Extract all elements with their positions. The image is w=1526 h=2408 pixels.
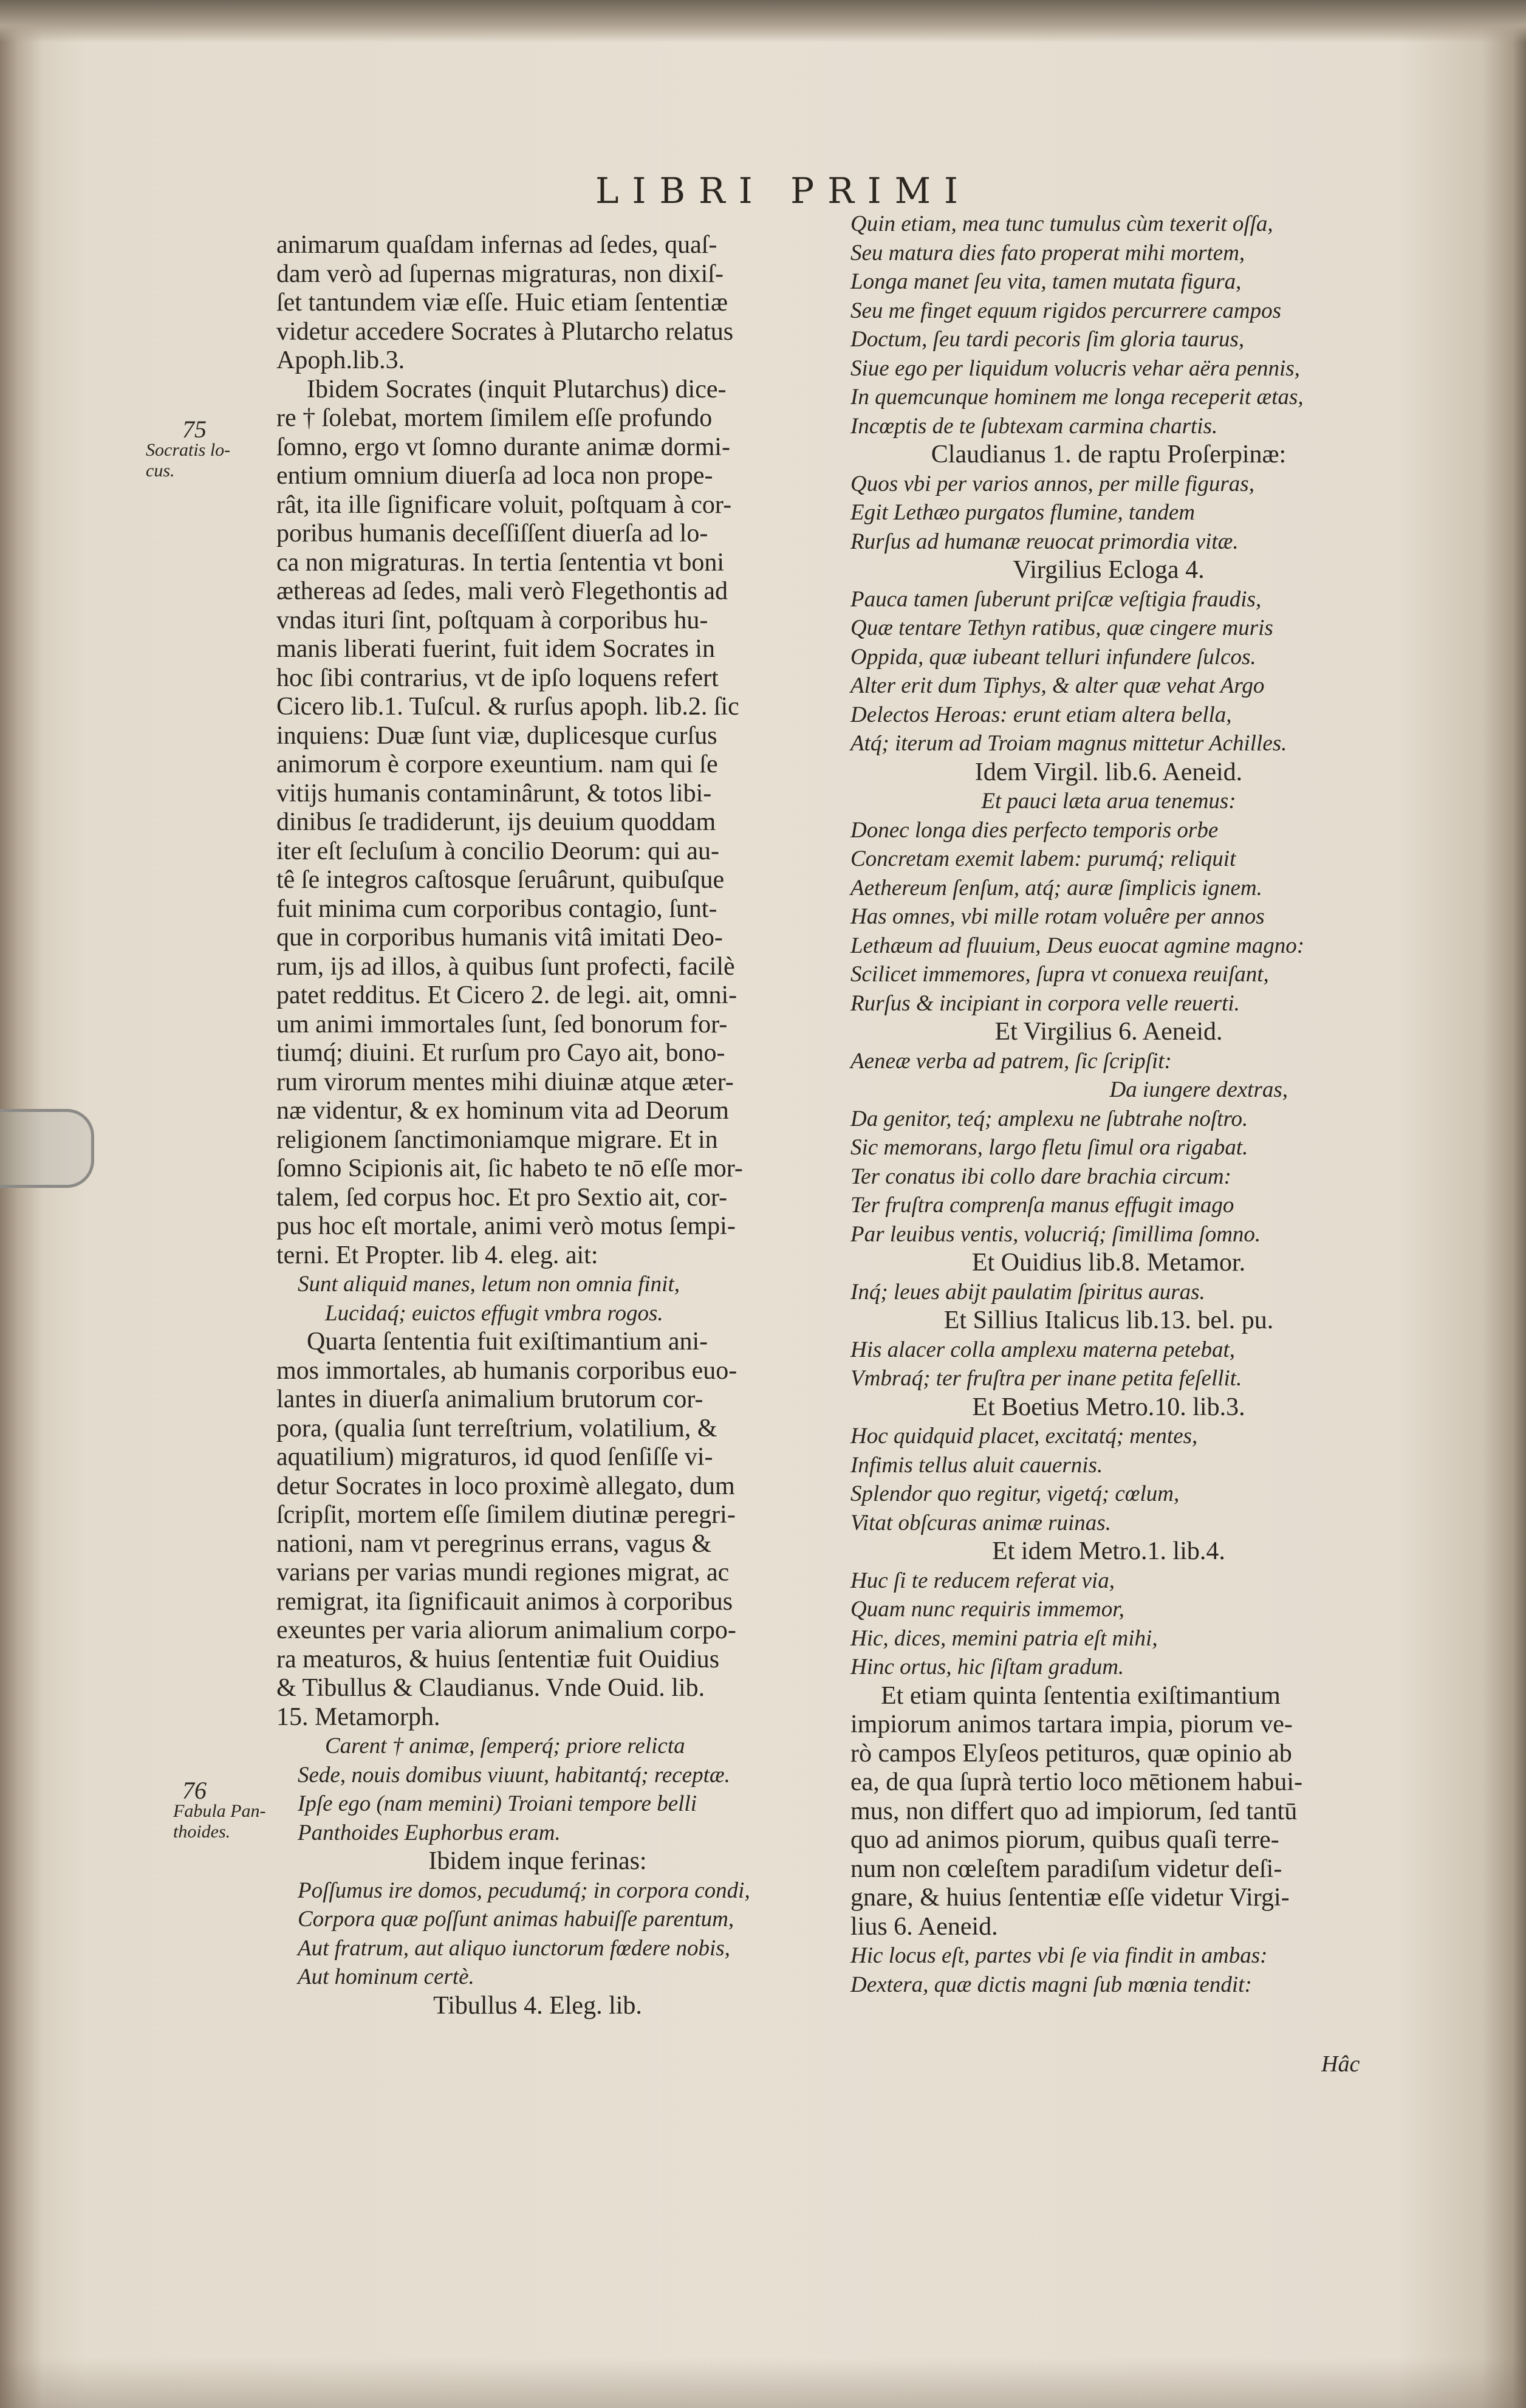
- text-line: Apoph.lib.3.: [276, 346, 405, 374]
- text-line: Quam nunc requiris immemor,: [850, 1597, 1124, 1622]
- text-line: patet redditus. Et Cicero 2. de legi. ait, omni-: [276, 981, 737, 1009]
- text-line: Da iungere dextras,: [1109, 1077, 1288, 1102]
- text-line: Hic, dices, memini patria eſt mihi,: [850, 1625, 1158, 1651]
- text-line: religionem ſanctimoniamque migrare. Et in: [276, 1125, 718, 1154]
- text-line: aquatilium) migraturos, id quod ſenſiſſe vi-: [276, 1443, 713, 1471]
- text-line: Poſſumus ire domos, pecudumq́; in corpora condi,: [298, 1878, 750, 1903]
- text-line: Da genitor, teq́; amplexu ne ſubtrahe noſtro.: [850, 1106, 1248, 1131]
- page-bottom-edge: [0, 2358, 1526, 2408]
- text-line: Ibidem inque ferinas:: [428, 1847, 647, 1875]
- text-line: Ter conatus ibi collo dare brachia circum:: [850, 1164, 1231, 1189]
- text-line: vitijs humanis contaminârunt, & totos libi-: [276, 779, 712, 808]
- text-line: Aut fratrum, aut aliquo iunctorum fœdere nobis,: [298, 1935, 730, 1961]
- text-line: animarum quaſdam infernas ad ſedes, quaſ-: [276, 231, 717, 259]
- text-line: Oppida, quæ iubeant telluri infundere ſulcos.: [850, 644, 1256, 670]
- margin-note-label: cus.: [146, 461, 175, 481]
- text-line: gnare, & huius ſententiæ eſſe videtur Virgi-: [850, 1884, 1290, 1912]
- text-line: Quæ tentare Tethyn ratibus, quæ cingere muris: [850, 616, 1273, 640]
- text-line: ea, de qua ſuprà tertio loco mētionem habui-: [850, 1768, 1303, 1796]
- text-line: Lucidaq́; euictos effugit vmbra rogos.: [325, 1300, 663, 1326]
- text-line: Sunt aliquid manes, letum non omnia finit,: [298, 1272, 680, 1297]
- text-line: ra meaturos, & huius ſententiæ fuit Ouidius: [276, 1645, 720, 1673]
- text-line: lantes in diuerſa animalium brutorum cor-: [276, 1385, 703, 1413]
- text-line: Huc ſi te reducem referat via,: [850, 1568, 1115, 1593]
- text-line: poribus humanis deceſſiſſent diuerſa ad lo-: [276, 520, 708, 547]
- text-line: lius 6. Aeneid.: [850, 1912, 998, 1941]
- text-line: num non cœleſtem paradiſum videtur deſi-: [850, 1854, 1282, 1883]
- text-line: hoc ſibi contrarius, vt de ipſo loquens refert: [276, 664, 719, 692]
- text-line: Doctum, ſeu tardi pecoris ſim gloria taurus,: [850, 327, 1245, 352]
- text-line: animorum è corpore exeuntium. nam qui ſe: [276, 750, 718, 778]
- text-line: His alacer colla amplexu materna petebat,: [850, 1337, 1235, 1362]
- text-line: iter eſt ſecluſum à concilio Deorum: qui au-: [276, 837, 719, 865]
- text-line: æthereas ad ſedes, mali verò Flegethontis ad: [276, 577, 728, 605]
- text-line: mos immortales, ab humanis corporibus euo-: [276, 1356, 737, 1385]
- text-line: Rurſus & incipiant in corpora velle reuerti.: [850, 990, 1240, 1016]
- text-line: tiumq́; diuini. Et rurſum pro Cayo ait, bono-: [276, 1039, 725, 1067]
- text-line: Pauca tamen ſuberunt priſcæ veſtigia fraudis,: [850, 586, 1262, 612]
- margin-note-number: 75: [182, 416, 207, 443]
- text-line: varians per varias mundi regiones migrat, ac: [276, 1559, 730, 1586]
- text-line: Par leuibus ventis, volucriq́; ſimillima ſomno.: [850, 1221, 1261, 1247]
- paper-clip: [0, 1109, 94, 1188]
- text-line: Sic memorans, largo fletu ſimul ora rigabat.: [850, 1135, 1248, 1160]
- text-line: Longa manet ſeu vita, tamen mutata figura,: [850, 269, 1242, 294]
- text-line: manis liberati fuerint, fuit idem Socrates in: [276, 635, 715, 663]
- text-line: Infimis tellus aluit cauernis.: [850, 1452, 1103, 1478]
- text-line: Dextera, quæ dictis magni ſub mœnia tendit:: [850, 1972, 1252, 1997]
- text-line: Vmbraq́; ter fruſtra per inane petita feſellit.: [850, 1366, 1242, 1391]
- margin-note-label: Socratis lo-: [146, 440, 231, 460]
- text-line: entium omnium diuerſa ad loca non prope-: [276, 462, 713, 490]
- text-line: Ibidem Socrates (inquit Plutarchus) dice-: [307, 375, 727, 403]
- text-line: Claudianus 1. de raptu Proſerpinæ:: [931, 441, 1287, 468]
- text-line: Hoc quidquid placet, excitatq́; mentes,: [850, 1424, 1198, 1449]
- margin-note-75: [146, 416, 231, 481]
- text-line: ſet tantundem viæ eſſe. Huic etiam ſententiæ: [276, 289, 728, 317]
- text-line: Et Boetius Metro.10. lib.3.: [972, 1393, 1245, 1421]
- text-line: Delectos Heroas: erunt etiam altera bella,: [850, 702, 1232, 727]
- text-line: Corpora quæ poſſunt animas habuiſſe parentum,: [298, 1907, 734, 1932]
- text-line: pora, (qualia ſunt terreſtrium, volatilium, &: [276, 1414, 717, 1442]
- text-line: quo ad animos piorum, quibus quaſi terre-: [850, 1826, 1279, 1854]
- text-line: ſcripſit, mortem eſſe ſimilem diutinæ peregri-: [276, 1501, 736, 1529]
- text-line: Seu matura dies fato properat mihi mortem,: [850, 240, 1245, 266]
- text-line: ſomno, ergo vt ſomno durante animæ dormi-: [276, 433, 730, 461]
- text-line: næ videntur, & ex hominum vita ad Deorum: [276, 1097, 729, 1125]
- margin-note-label: Fabula Pan-: [173, 1801, 266, 1821]
- text-line: remigrat, ita ſignificauit animos à corporibus: [276, 1587, 733, 1616]
- margin-note-label: thoides.: [173, 1822, 231, 1842]
- text-line: rum virorum mentes mihi diuinæ atque æter-: [276, 1068, 734, 1096]
- text-line: Aut hominum certè.: [298, 1964, 474, 1989]
- text-line: 15. Metamorph.: [276, 1703, 440, 1731]
- text-line: exeuntes per varia aliorum animalium corpo-: [276, 1616, 736, 1644]
- text-line: Concretam exemit labem: purumq́; reliquit: [850, 846, 1236, 871]
- text-line: vndas ituri ſint, poſtquam à corporibus hu-: [276, 606, 708, 634]
- text-line: rum, ijs ad illos, à quibus ſunt profecti, facilè: [276, 952, 735, 981]
- text-line: Quin etiam, mea tunc tumulus cùm texerit oſſa,: [850, 211, 1273, 236]
- right-text-column: [850, 210, 1367, 1999]
- text-line: ca non migraturas. In tertia ſententia vt boni: [276, 548, 725, 577]
- text-line: re † ſolebat, mortem ſimilem eſſe profundo: [276, 404, 713, 432]
- text-line: Seu me finget equum rigidos percurrere campos: [850, 298, 1282, 323]
- text-line: dam verò ad ſupernas migraturas, non dixiſ-: [276, 259, 724, 288]
- text-line: Et idem Metro.1. lib.4.: [992, 1537, 1225, 1565]
- text-line: Aeneæ verba ad patrem, ſic ſcripſit:: [850, 1048, 1172, 1074]
- text-line: Idem Virgil. lib.6. Aeneid.: [974, 758, 1243, 786]
- text-line: Alter erit dum Tiphys, & alter quæ vehat Argo: [850, 673, 1265, 698]
- text-line: rât, ita ille ſignificare voluit, poſtquam à cor-: [276, 490, 732, 519]
- margin-note-number: 76: [182, 1777, 207, 1804]
- text-line: detur Socrates in loco proximè allegato, dum: [276, 1472, 735, 1500]
- text-line: pus hoc eſt mortale, animi verò motus ſempi-: [276, 1212, 736, 1240]
- text-line: talem, ſed corpus hoc. Et pro Sextio ait, cor-: [276, 1183, 728, 1212]
- text-line: Inq́; leues abijt paulatim ſpiritus auras.: [850, 1279, 1205, 1305]
- text-line: Tibullus 4. Eleg. lib.: [433, 1991, 642, 2020]
- text-line: nationi, nam vt peregrinus errans, vagus &: [276, 1529, 712, 1558]
- text-line: Et Ouidius lib.8. Metamor.: [971, 1249, 1246, 1277]
- text-line: Et etiam quinta ſententia exiſtimantium: [881, 1681, 1281, 1710]
- text-line: Virgilius Ecloga 4.: [1013, 556, 1205, 584]
- text-line: Scilicet immemores, ſupra vt conuexa reuiſant,: [850, 962, 1269, 987]
- text-line: Et Virgilius 6. Aeneid.: [994, 1018, 1223, 1046]
- text-line: & Tibullus & Claudianus. Vnde Ouid. lib.: [276, 1674, 705, 1702]
- text-line: impiorum animos tartara impia, piorum ve-: [850, 1710, 1293, 1738]
- left-text-column: [276, 231, 799, 2020]
- text-line: Vitat obſcuras animæ ruinas.: [850, 1510, 1111, 1535]
- margin-note-76: [173, 1777, 266, 1842]
- text-line: Siue ego per liquidum volucris vehar aëra pennis,: [850, 355, 1300, 381]
- text-line: rò campos Elyſeos petituros, quæ opinio ab: [850, 1739, 1292, 1768]
- text-line: inquiens: Duæ ſunt viæ, duplicesque curſus: [276, 721, 717, 750]
- text-line: Ipſe ego (nam memini) Troiani tempore belli: [298, 1791, 697, 1816]
- text-line: Ter fruſtra comprenſa manus effugit imago: [850, 1193, 1234, 1218]
- text-line: Et pauci læta arua tenemus:: [981, 789, 1236, 814]
- text-line: dinibus ſe tradiderunt, ijs deuium quoddam: [276, 808, 716, 836]
- text-line: Lethæum ad fluuium, Deus euocat agmine magno:: [850, 933, 1305, 958]
- text-line: terni. Et Propter. lib 4. eleg. ait:: [276, 1241, 598, 1269]
- catchword: Hâc: [1321, 2051, 1360, 2077]
- text-line: tê ſe integros caſtosque ſeruârunt, quibuſque: [276, 866, 725, 894]
- text-line: Incœptis de te ſubtexam carmina chartis.: [850, 413, 1218, 439]
- text-line: In quemcunque hominem me longa receperit ætas,: [850, 385, 1304, 410]
- text-line: Quarta ſententia fuit exiſtimantium ani-: [307, 1328, 708, 1356]
- text-line: Sede, nouis domibus viuunt, habitantq́; receptæ.: [298, 1762, 730, 1788]
- text-line: Rurſus ad humanæ reuocat primordia vitæ.: [850, 529, 1239, 554]
- text-line: ſomno Scipionis ait, ſic habeto te nō eſſe mor-: [276, 1154, 743, 1182]
- text-line: Splendor quo regitur, vigetq́; cœlum,: [850, 1481, 1180, 1506]
- text-line: que in corporibus humanis vitâ imitati Deo-: [276, 924, 723, 952]
- text-line: Carent † animæ, ſemperq́; priore relicta: [325, 1734, 685, 1758]
- text-line: videtur accedere Socrates à Plutarcho relatus: [276, 317, 734, 346]
- text-line: um animi immortales ſunt, ſed bonorum for-: [276, 1010, 728, 1038]
- text-line: Aethereum ſenſum, atq́; auræ ſimplicis ignem.: [850, 875, 1262, 900]
- text-line: Has omnes, vbi mille rotam voluêre per annos: [850, 904, 1265, 929]
- text-line: Panthoides Euphorbus eram.: [298, 1820, 561, 1845]
- text-line: Egit Lethæo purgatos flumine, tandem: [850, 500, 1195, 525]
- running-header: LIBRI PRIMI: [595, 170, 971, 211]
- text-line: Hinc ortus, hic ſiſtam gradum.: [850, 1655, 1124, 1679]
- text-line: mus, non differt quo ad impiorum, ſed tantū: [850, 1797, 1298, 1825]
- page-top-edge: [0, 0, 1526, 43]
- text-line: Donec longa dies perfecto temporis orbe: [850, 817, 1219, 843]
- text-line: Atq́; iterum ad Troiam magnus mittetur Achilles.: [850, 731, 1287, 756]
- text-line: Et Sillius Italicus lib.13. bel. pu.: [943, 1306, 1274, 1334]
- text-line: Cicero lib.1. Tuſcul. & rurſus apoph. lib.2. ſic: [276, 693, 739, 721]
- text-line: Quos vbi per varios annos, per mille figuras,: [850, 471, 1254, 496]
- text-line: Hic locus eſt, partes vbi ſe via findit in ambas:: [850, 1943, 1268, 1968]
- text-line: fuit minima cum corporibus contagio, ſunt-: [276, 894, 717, 923]
